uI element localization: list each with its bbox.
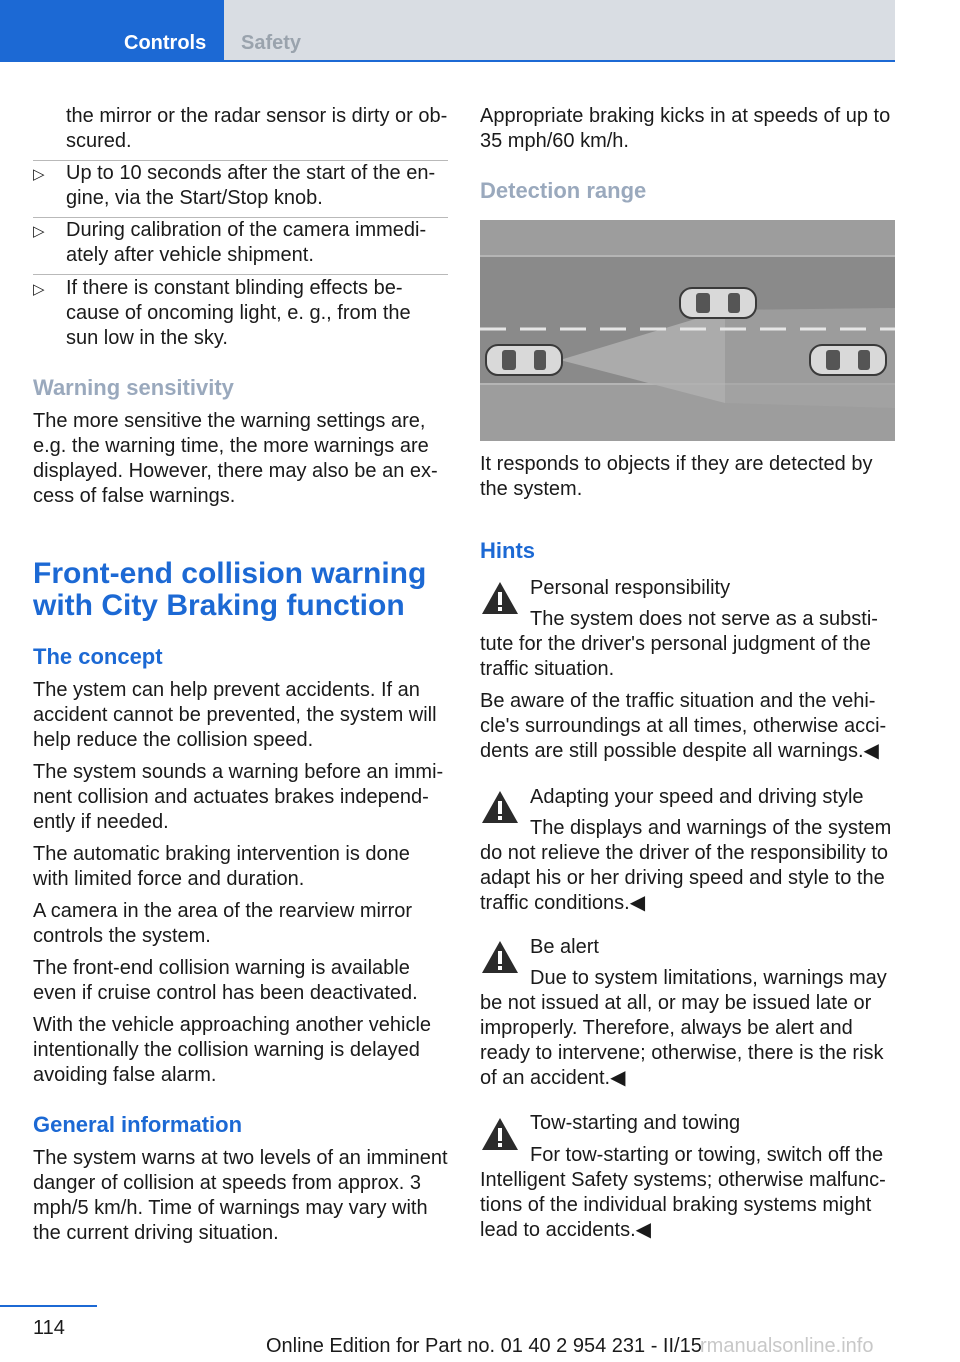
heading-concept: The concept bbox=[33, 644, 163, 669]
warning-triangle-icon bbox=[480, 939, 520, 975]
triangle-right-icon: ▷ bbox=[33, 166, 45, 183]
warning-text: be not issued at all, or may be issued late or improperly. Therefore, always be alert and ready to intervene; otherwise, there is the risk of an accident.◀ bbox=[480, 992, 884, 1089]
warning-triangle-icon bbox=[480, 789, 520, 825]
warning-text-line: The displays and warnings of the system bbox=[530, 817, 892, 839]
warning-title: Tow-starting and towing bbox=[530, 1112, 741, 1134]
header-rule bbox=[0, 60, 895, 62]
car-detected bbox=[810, 345, 886, 375]
concept-paragraph: The system sounds a warning before an immi‐ nent collision and actuates brakes independ‐ ently if needed. bbox=[33, 761, 444, 833]
detection-range-figure bbox=[480, 220, 895, 441]
general-information-text: The system warns at two levels of an imminent danger of collision at speeds from approx. 3 mph/5 km/h. Time of warnings may vary with the current driving situation. bbox=[33, 1147, 448, 1244]
warning-triangle-icon bbox=[480, 580, 520, 616]
warning-text-line: For tow-starting or towing, switch off the bbox=[530, 1144, 884, 1166]
section-heading: Front-end collision warning with City Braking function bbox=[33, 557, 427, 622]
footer-edition: Online Edition for Part no. 01 40 2 954 231 - II/15 bbox=[266, 1335, 702, 1357]
heading-detection-range: Detection range bbox=[480, 178, 647, 203]
warning-title: Adapting your speed and driving style bbox=[530, 786, 864, 808]
warning-text: tute for the driver's personal judgment of the traffic situation. bbox=[480, 633, 871, 680]
list-item: ▷ If there is constant blinding effects be‐ cause of oncoming light, e. g., from the sun low in the sky. bbox=[33, 277, 411, 349]
own-car bbox=[486, 345, 562, 375]
continued-text: the mirror or the radar sensor is dirty or ob‐ scured. bbox=[66, 105, 448, 152]
warning-title: Personal responsibility bbox=[530, 577, 731, 599]
triangle-right-icon: ▷ bbox=[33, 223, 45, 240]
warning-triangle-icon bbox=[480, 1116, 520, 1152]
header-bar bbox=[0, 0, 960, 62]
heading-hints: Hints bbox=[480, 538, 535, 563]
warning-text: do not relieve the driver of the responsibility to adapt his or her driving speed and style to the traffic conditions.◀ bbox=[480, 842, 888, 914]
watermark: rmanualsonline.info bbox=[700, 1335, 874, 1357]
page-number: 114 bbox=[33, 1317, 65, 1339]
detection-range-illustration bbox=[480, 220, 895, 441]
concept-paragraph: A camera in the area of the rearview mirror controls the system. bbox=[33, 900, 413, 947]
warning-text-line: The system does not serve as a substi‐ bbox=[530, 608, 878, 630]
triangle-right-icon: ▷ bbox=[33, 281, 45, 298]
warning-text-line: Due to system limitations, warnings may bbox=[530, 967, 887, 989]
concept-paragraph: The front-end collision warning is available even if cruise control has been deactivated. bbox=[33, 957, 418, 1004]
warning-text: Intelligent Safety systems; otherwise malfunc‐ tions of the individual braking systems might lead to accidents.◀ bbox=[480, 1169, 886, 1241]
warning-sensitivity-text: The more sensitive the warning settings are, e.g. the warning time, the more warnings are displayed. However, there may also be an ex‐ cess of false warnings. bbox=[33, 410, 438, 507]
braking-text: Appropriate braking kicks in at speeds of up to 35 mph/60 km/h. bbox=[480, 105, 891, 152]
car-ahead bbox=[680, 288, 756, 318]
concept-paragraph: The ystem can help prevent accidents. If an accident cannot be prevented, the system will help reduce the collision speed. bbox=[33, 679, 437, 751]
list-item: ▷ During calibration of the camera immedi‐ ately after vehicle shipment. bbox=[33, 219, 427, 266]
detection-caption: It responds to objects if they are detected by the system. bbox=[480, 453, 873, 500]
warning-title: Be alert bbox=[530, 936, 599, 958]
tab-controls[interactable]: Controls bbox=[0, 0, 224, 60]
heading-warning-sensitivity: Warning sensitivity bbox=[33, 375, 234, 400]
list-item: ▷ Up to 10 seconds after the start of the en‐ gine, via the Start/Stop knob. bbox=[33, 162, 436, 209]
bullet-divider bbox=[33, 274, 448, 275]
concept-paragraph: With the vehicle approaching another vehicle intentionally the collision warning is delayed avoiding false alarm. bbox=[33, 1014, 432, 1086]
concept-paragraph: The automatic braking intervention is done with limited force and duration. bbox=[33, 843, 410, 890]
tab-safety[interactable]: Safety bbox=[241, 32, 302, 54]
warning-extra-text: Be aware of the traffic situation and the vehi‐ cle's surroundings at all times, otherwise acci‐ dents are still possible despite all warnings.◀ bbox=[480, 690, 887, 762]
heading-general-information: General information bbox=[33, 1112, 243, 1137]
footer-rule bbox=[0, 1305, 97, 1307]
